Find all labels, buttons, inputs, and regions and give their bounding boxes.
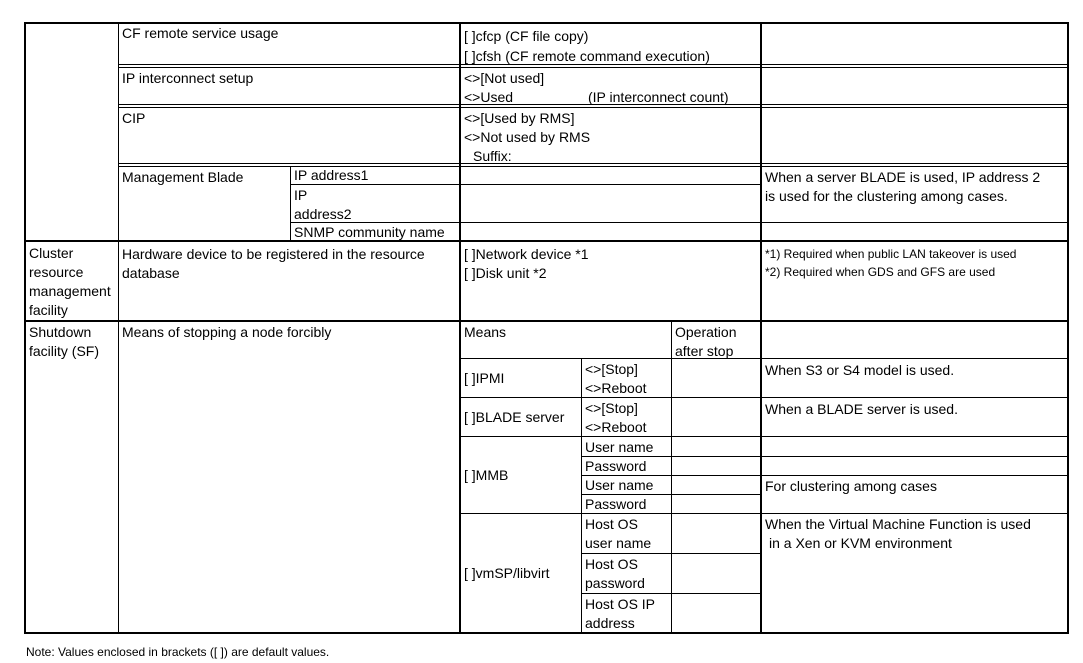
hw-device-options <box>461 244 760 320</box>
mb-ip-address2: IP address2 <box>294 187 352 222</box>
ip-not-used-option: <>[Not used] <box>464 70 545 86</box>
shutdown-label: Means of stopping a node forcibly <box>122 324 332 340</box>
mmb-password-2: Password <box>585 496 647 512</box>
vmsp-remarks: When the Virtual Machine Function is used in a Xen or KVM environment <box>765 516 1031 551</box>
cip-used-option: <>[Used by RMS] <box>464 110 575 126</box>
means-header: Means <box>464 324 507 340</box>
cfsh-option: [ ]cfsh (CF remote command execution) <box>464 48 710 64</box>
mb-ip-address1: IP address1 <box>294 167 369 183</box>
mmb-password-1: Password <box>585 458 647 474</box>
cip-options <box>461 108 760 164</box>
ip-interconnect-count: (IP interconnect count) <box>588 89 729 105</box>
hw-device-remarks: *1) Required when public LAN takeover is used *2) Required when GDS and GFS are used <box>765 247 1017 279</box>
vmsp-host-os-password: Host OS password <box>585 556 645 591</box>
mmb-means: [ ]MMB <box>464 467 509 483</box>
mb-remark-bottom <box>760 222 1069 223</box>
cip-label: CIP <box>122 110 146 126</box>
blade-server-remarks: When a BLADE server is used. <box>765 401 958 417</box>
operation-header: Operation after stop <box>675 324 737 358</box>
mmb-user-name-2: User name <box>585 477 654 493</box>
ipmi-options: <>[Stop] <>Reboot <box>585 361 647 396</box>
cf-remote-options <box>461 24 760 66</box>
cf-remote-label: CF remote service usage <box>122 25 279 41</box>
blade-server-options: <>[Stop] <>Reboot <box>585 400 647 435</box>
default-values-note: Note: Values enclosed in brackets ([ ]) are default values. <box>26 645 330 659</box>
disk-unit-option: [ ]Disk unit *2 <box>464 265 547 281</box>
mb-snmp-community: SNMP community name <box>294 224 445 240</box>
section-border-1 <box>24 240 1069 242</box>
mmb-user-name-1: User name <box>585 439 654 455</box>
ipmi-remarks: When S3 or S4 model is used. <box>765 362 955 378</box>
border-right <box>1067 22 1069 634</box>
vmsp-host-os-user: Host OS user name <box>585 516 652 551</box>
section-cluster-resource: Cluster resource management facility <box>29 245 111 318</box>
mb-remarks: When a server BLADE is used, IP address 2 is used for the clustering among cases. <box>765 169 1041 204</box>
network-device-option: [ ]Network device *1 <box>464 246 589 262</box>
vmsp-means: [ ]vmSP/libvirt <box>464 565 550 581</box>
hw-device-label: Hardware device to be registered in the resource database <box>122 246 425 281</box>
cfcp-option: [ ]cfcp (CF file copy) <box>464 28 589 44</box>
management-blade-label: Management Blade <box>122 169 244 185</box>
blade-server-means: [ ]BLADE server <box>464 409 565 425</box>
cip-not-used-option: <>Not used by RMS <box>464 129 591 145</box>
ip-interconnect-label: IP interconnect setup <box>122 70 254 86</box>
border-bottom <box>24 632 1069 634</box>
mmb-remarks: For clustering among cases <box>765 478 937 494</box>
ip-used-option: <>Used <box>464 89 514 104</box>
ipmi-means: [ ]IPMI <box>464 370 505 386</box>
vmsp-host-os-ip: Host OS IP address <box>585 596 656 631</box>
cip-suffix: Suffix: <box>473 148 512 164</box>
sf-op-divider <box>671 322 672 633</box>
section-shutdown-facility: Shutdown facility (SF) <box>29 324 99 359</box>
